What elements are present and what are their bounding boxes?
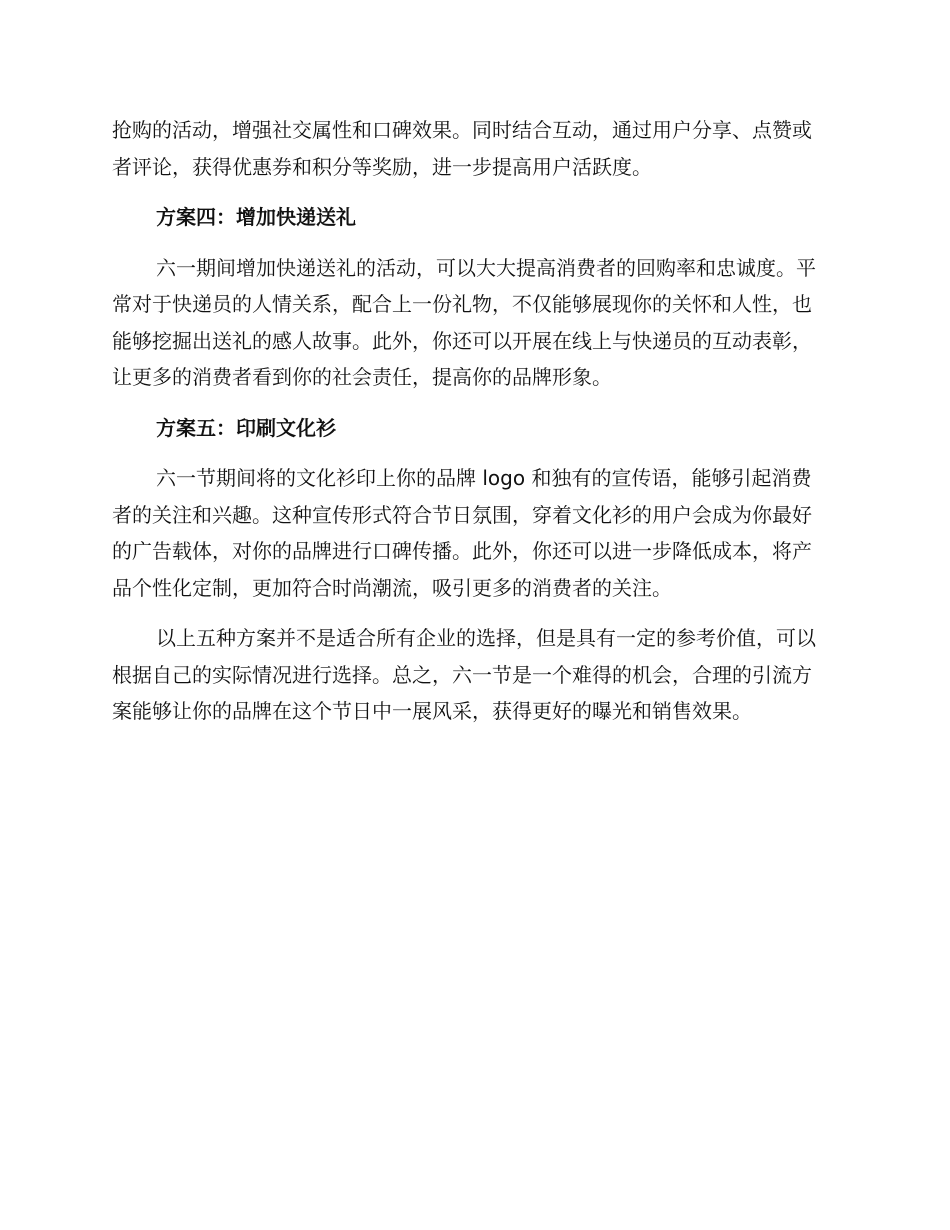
section-heading-plan-four: 方案四：增加快递送礼	[156, 205, 356, 229]
section-heading-plan-five: 方案五：印刷文化衫	[156, 415, 336, 440]
paragraph-continuation: 抢购的活动，增强社交属性和口碑效果。同时结合互动，通过用户分享、点赞或者评论，获得优惠券和积分等奖励，进一步提高用户活跃度。	[112, 118, 812, 179]
document-body	[112, 112, 830, 730]
paragraph-conclusion: 以上五种方案并不是适合所有企业的选择，但是具有一定的参考价值，可以根据自己的实际情况进行选择。总之，六一节是一个难得的机会，合理的引流方案能够让你的品牌在这个节日中一展风采，获得更好的曝光和销售效果。	[112, 626, 816, 723]
paragraph-plan-four: 六一期间增加快递送礼的活动，可以大大提高消费者的回购率和忠诚度。平常对于快递员的人情关系，配合上一份礼物，不仅能够展现你的关怀和人性，也能够挖掘出送礼的感人故事。此外，你还可以开展在线上与快递员的互动表彰，让更多的消费者看到你的社会责任，提高你的品牌形象。	[112, 255, 816, 389]
paragraph-plan-five: 六一节期间将的文化衫印上你的品牌 logo 和独有的宣传语，能够引起消费者的关注和兴趣。这种宣传形式符合节日氛围，穿着文化衫的用户会成为你最好的广告载体，对你的品牌进行口碑传播。此外，你还可以进一步降低成本，将产品个性化定制，更加符合时尚潮流，吸引更多的消费者的关注。	[112, 466, 812, 600]
